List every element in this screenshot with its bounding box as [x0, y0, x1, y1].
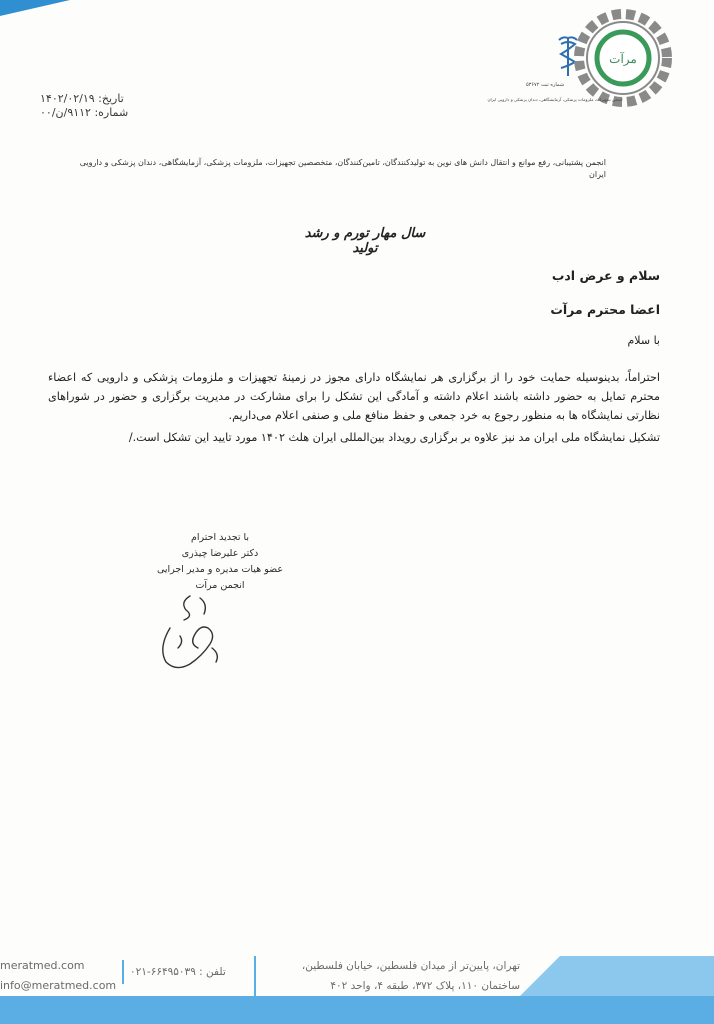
- closing-regards: با تجدید احترام: [190, 532, 250, 543]
- letter-body: [48, 368, 660, 447]
- letter-meta: [40, 92, 150, 120]
- footer-email: info@meratmed.com: [0, 979, 117, 992]
- letter-date: تاریخ: ۱۴۰۲/۰۲/۱۹: [40, 92, 124, 105]
- letter-number: شماره: ۹۱۱۲/ن/۰۰: [40, 106, 129, 119]
- registration-number: شماره ثبت ۵۳۶۷۲: [525, 82, 565, 88]
- year-motto: سال مهار تورم و رشد تولید: [304, 226, 426, 256]
- signer-organization: انجمن مرآت: [195, 580, 245, 591]
- footer-contacts: [0, 956, 116, 996]
- closing-block: [150, 530, 290, 594]
- body-paragraph-2: تشکیل نمایشگاه ملی ایران مد نیز علاوه بر برگزاری رویداد بین‌المللی ایران هلث ۱۴۰۲ مورد تایید این تشکل است./: [128, 431, 660, 444]
- logo-center-text: مرآت: [609, 52, 637, 66]
- handwritten-signature: [150, 588, 230, 678]
- footer-website: meratmed.com: [0, 959, 85, 972]
- footer-address-line-1: تهران، پایین‌تر از میدان فلسطین، خیابان فلسطین،: [301, 960, 520, 972]
- recipient: اعضا محترم مرآت: [550, 302, 660, 317]
- footer-phone-block: [122, 960, 226, 984]
- footer-phone: تلفن : ۶۶۴۹۵۰۳۹-۰۲۱: [130, 966, 226, 978]
- logo-caption: انجمن تجهیزات، ملزومات پزشکی، آزمایشگاهی، دندان پزشکی و دارویی ایران: [487, 97, 623, 102]
- association-description: انجمن پشتیبانی، رفع موانع و انتقال دانش های نوین به تولیدکنندگان، تامین‌کنندگان، متخصصین تجهیزات، ملزومات پزشکی، آزمایشگاهی، دندان پزشکی و دارویی ایران: [79, 158, 606, 179]
- footer-address-block: [254, 956, 520, 996]
- top-left-corner-accent: [0, 0, 70, 16]
- caduceus-icon: [559, 37, 577, 76]
- footer-band: [0, 996, 714, 1024]
- association-logo: [487, 6, 683, 110]
- salutation: با سلام: [627, 334, 660, 347]
- signer-name: دکتر علیرضا چیذری: [181, 548, 259, 559]
- footer-accent-slant: [520, 956, 560, 996]
- footer-address-line-2: ساختمان ۱۱۰، پلاک ۳۷۲، طبقه ۴، واحد ۴۰۲: [330, 980, 520, 992]
- signer-title: عضو هیات مدیره و مدیر اجرایی: [156, 564, 284, 575]
- greeting: سلام و عرض ادب: [551, 268, 660, 283]
- body-paragraph-1: احتراماً، بدینوسیله حمایت خود را از برگزاری هر نمایشگاه دارای مجوز در زمینهٔ تجهیزات و ملزومات پزشکی و دارویی که اعضاء محترم تمایل به حضور داشته باشند اعلام داشته و آمادگی این تشکل را برای مشارکت در مدیریت برگزاری و حضور در شوراهای نظارتی نمایشگاه ها به منظور رجوع به خرد جمعی و حفظ منافع ملی و صنفی اعلام می‌داریم.: [48, 371, 660, 422]
- footer-accent-block: [560, 956, 714, 996]
